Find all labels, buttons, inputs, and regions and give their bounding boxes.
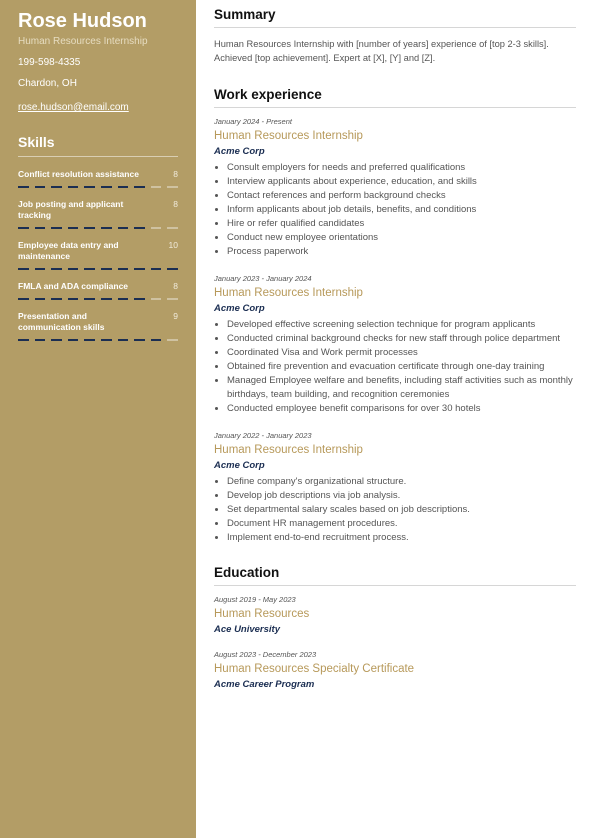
job-bullet: • Conducted criminal background checks for new staff through police department	[227, 332, 576, 346]
job-bullet: • Inform applicants about job details, benefits, and conditions	[227, 203, 576, 217]
skill-level-segment	[68, 339, 79, 341]
skill-item	[18, 311, 178, 341]
skill-level-segment	[84, 339, 95, 341]
skill-item	[18, 169, 178, 188]
skill-level-segment	[35, 339, 46, 341]
skill-level-segment	[167, 298, 178, 300]
skill-name: Presentation and communication skills	[18, 311, 105, 332]
job-bullet: • Set departmental salary scales based on job descriptions.	[227, 503, 576, 517]
skill-item	[18, 240, 178, 270]
job-dates: January 2023 - January 2024	[214, 274, 312, 283]
education-degree: Human Resources Specialty Certificate	[214, 663, 415, 675]
skill-level-segment	[151, 339, 162, 341]
job-bullets	[214, 161, 576, 259]
skill-level-segment	[151, 186, 162, 188]
skill-row	[18, 281, 178, 292]
job-dates: January 2022 - January 2023	[214, 431, 312, 440]
skill-level-segment	[101, 339, 112, 341]
skill-row	[18, 311, 178, 333]
job-bullet: • Implement end-to-end recruitment process.	[227, 531, 576, 545]
email-link[interactable]: rose.hudson@email.com	[18, 102, 129, 113]
skills-list	[18, 169, 178, 341]
skill-level-bar	[18, 298, 178, 300]
job-bullet: • Consult employers for needs and preferred qualifications	[227, 161, 576, 175]
job-role: Human Resources Internship	[214, 444, 363, 456]
skill-name: Conflict resolution assistance	[18, 169, 139, 179]
job-company: Acme Corp	[214, 146, 265, 157]
education-dates: August 2019 - May 2023	[214, 595, 296, 604]
skill-level-segment	[35, 298, 46, 300]
job-entry	[214, 274, 576, 416]
main-content	[214, 0, 576, 690]
skill-level-segment	[134, 298, 145, 300]
job-entry	[214, 117, 576, 259]
skill-level-segment	[18, 227, 29, 229]
summary-text: Human Resources Internship with [number of years] experience of [top 2-3 skills]. Achieved [top achievement]. Expert at [X], [Y] and [Z].	[214, 39, 549, 63]
skill-level-segment	[51, 186, 62, 188]
skill-level-segment	[84, 186, 95, 188]
jobs-list	[214, 117, 576, 545]
education-degree: Human Resources	[214, 608, 310, 620]
skill-level-segment	[118, 339, 129, 341]
skill-level-segment	[68, 227, 79, 229]
skill-level-segment	[18, 186, 29, 188]
skill-level-segment	[151, 298, 162, 300]
job-bullet: • Coordinated Visa and Work permit processes	[227, 346, 576, 360]
phone-number: 199-598-4335	[18, 57, 81, 68]
skill-level-segment	[35, 186, 46, 188]
skill-level-bar	[18, 227, 178, 229]
job-bullet: • Process paperwork	[227, 245, 576, 259]
summary-heading: Summary	[214, 7, 576, 28]
skill-item	[18, 199, 178, 229]
skill-level-segment	[118, 298, 129, 300]
skill-row	[18, 169, 178, 180]
skill-score: 8	[173, 169, 178, 179]
skill-level-segment	[167, 227, 178, 229]
job-role: Human Resources Internship	[214, 287, 363, 299]
skill-level-segment	[18, 339, 29, 341]
skill-level-segment	[18, 298, 29, 300]
skill-level-segment	[84, 298, 95, 300]
skill-level-segment	[35, 268, 46, 270]
job-role: Human Resources Internship	[214, 130, 363, 142]
work-experience-heading: Work experience	[214, 87, 576, 108]
job-company: Acme Corp	[214, 460, 265, 471]
job-bullet: • Conducted employee benefit comparisons for over 30 hotels	[227, 402, 576, 416]
skills-heading: Skills	[18, 134, 178, 157]
job-bullet: • Contact references and perform background checks	[227, 189, 576, 203]
job-bullets	[214, 318, 576, 416]
skill-level-segment	[167, 339, 178, 341]
skill-level-segment	[68, 298, 79, 300]
job-bullet: • Hire or refer qualified candidates	[227, 217, 576, 231]
education-entry	[214, 595, 576, 635]
skill-level-bar	[18, 268, 178, 270]
education-entry	[214, 650, 576, 690]
education-school: Acme Career Program	[214, 679, 315, 690]
job-bullet: • Interview applicants about experience, education, and skills	[227, 175, 576, 189]
skill-level-segment	[84, 227, 95, 229]
skill-level-segment	[167, 186, 178, 188]
skill-level-segment	[167, 268, 178, 270]
skill-level-segment	[35, 227, 46, 229]
location: Chardon, OH	[18, 78, 77, 89]
skill-level-segment	[68, 268, 79, 270]
skill-level-segment	[134, 268, 145, 270]
skill-level-segment	[51, 268, 62, 270]
skill-score: 8	[173, 281, 178, 291]
job-bullet: • Develop job descriptions via job analysis.	[227, 489, 576, 503]
skill-level-segment	[101, 227, 112, 229]
skill-name: FMLA and ADA compliance	[18, 281, 129, 291]
job-entry	[214, 431, 576, 545]
job-bullet: • Conduct new employee orientations	[227, 231, 576, 245]
skill-level-segment	[134, 339, 145, 341]
candidate-name: Rose Hudson	[18, 10, 147, 32]
skill-level-segment	[118, 227, 129, 229]
skill-level-segment	[51, 227, 62, 229]
skill-score: 10	[168, 240, 178, 250]
job-bullet: • Document HR management procedures.	[227, 517, 576, 531]
skill-level-segment	[151, 227, 162, 229]
skill-level-segment	[118, 186, 129, 188]
skill-level-segment	[118, 268, 129, 270]
job-bullet: • Managed Employee welfare and benefits, including staff activities such as monthly birthdays, team building, and recognition ceremonies	[227, 374, 576, 402]
skill-level-segment	[134, 227, 145, 229]
skill-level-segment	[18, 268, 29, 270]
skill-level-segment	[101, 268, 112, 270]
skill-name: Job posting and applicant tracking	[18, 199, 124, 220]
job-bullet: • Obtained fire prevention and evacuation certificate through one-day training	[227, 360, 576, 374]
skill-level-segment	[101, 186, 112, 188]
skill-level-segment	[84, 268, 95, 270]
sidebar	[0, 0, 196, 838]
skill-level-segment	[51, 339, 62, 341]
education-dates: August 2023 - December 2023	[214, 650, 317, 659]
candidate-title: Human Resources Internship	[18, 36, 148, 47]
education-school: Ace University	[214, 624, 281, 635]
education-list	[214, 595, 576, 690]
skill-level-segment	[134, 186, 145, 188]
skill-row	[18, 199, 178, 221]
skill-level-segment	[68, 186, 79, 188]
job-bullet: • Developed effective screening selection technique for program applicants	[227, 318, 576, 332]
skill-level-bar	[18, 186, 178, 188]
skill-score: 9	[173, 311, 178, 321]
skill-row	[18, 240, 178, 262]
skill-item	[18, 281, 178, 300]
education-heading: Education	[214, 565, 576, 586]
skill-level-segment	[51, 298, 62, 300]
job-bullet: • Define company's organizational structure.	[227, 475, 576, 489]
job-company: Acme Corp	[214, 303, 265, 314]
skill-level-bar	[18, 339, 178, 341]
job-dates: January 2024 - Present	[214, 117, 292, 126]
job-bullets	[214, 475, 576, 545]
skill-score: 8	[173, 199, 178, 209]
skill-level-segment	[151, 268, 162, 270]
skill-name: Employee data entry and maintenance	[18, 240, 119, 261]
skill-level-segment	[101, 298, 112, 300]
